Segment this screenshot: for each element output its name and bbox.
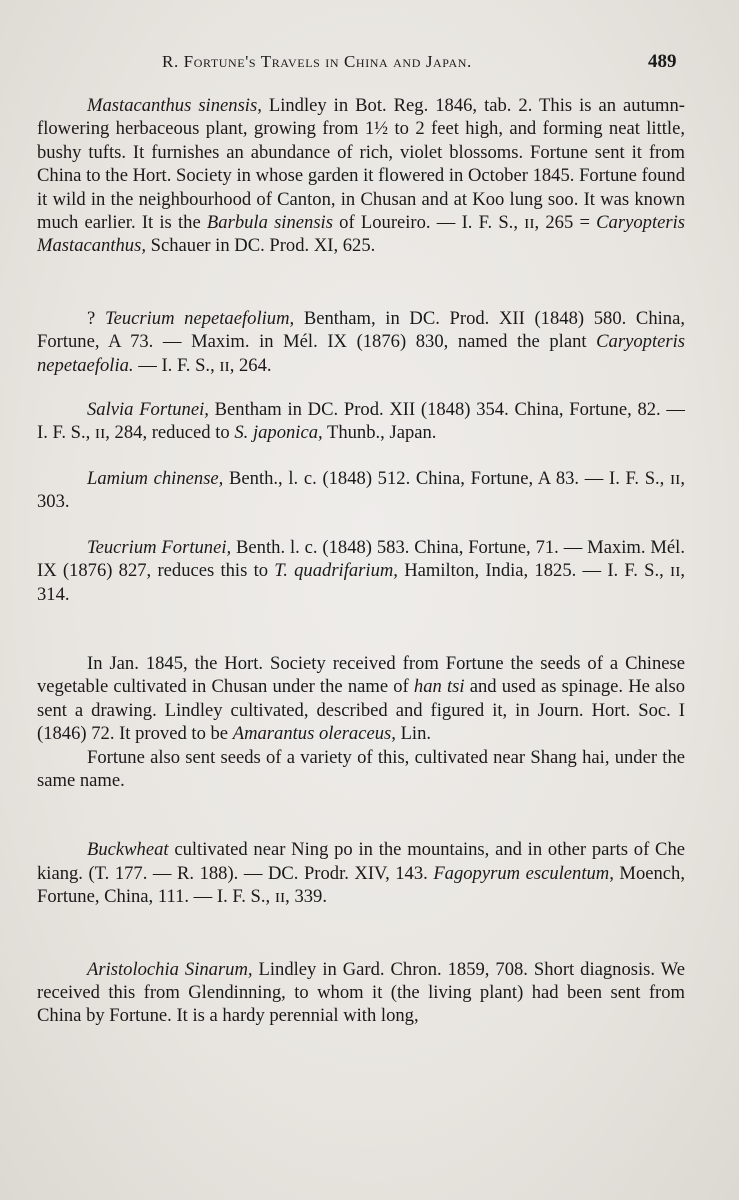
italic-text-run: han tsi	[413, 676, 465, 698]
italic-text-run: Amarantus oleraceus,	[232, 723, 396, 745]
text-run: Moench, Fortune, China, 111. — I. F. S., ɪɪ, 339.	[37, 862, 685, 908]
italic-text-run: Caryopteris Mastacanthus,	[37, 212, 685, 257]
entry-aristolochia-sinarum	[37, 958, 685, 1028]
text-run: Benth., l. c. (1848) 512. China, Fortune, A 83. — I. F. S., ɪɪ, 303.	[37, 467, 685, 513]
italic-text-run: Barbula sinensis	[206, 212, 333, 234]
entry-lamium-chinense	[37, 467, 685, 514]
text-run: In Jan. 1845, the Hort. Society received from Fortune the seeds of a Chinese vegetable cultivated in Chusan under the name of	[37, 652, 685, 698]
italic-text-run: Salvia Fortunei,	[87, 399, 209, 421]
entry-amarantus-oleraceus	[37, 652, 685, 746]
text-run: Thunb., Japan.	[322, 422, 437, 444]
italic-text-run: S. japonica,	[234, 422, 323, 444]
italic-text-run: Fagopyrum esculentum,	[433, 862, 614, 884]
text-run: Benth. l. c. (1848) 583. China, Fortune, 71. — Maxim. Mél. IX (1876) 827, reduces this to	[37, 536, 685, 582]
page-header	[0, 52, 739, 80]
entry-teucrium-fortunei	[37, 536, 685, 606]
text-run: — I. F. S., ɪɪ, 264.	[133, 354, 272, 376]
italic-text-run: Teucrium nepetaefolium,	[104, 307, 295, 329]
text-run: cultivated near Ning po in the mountains, and in other parts of Che kiang. (T. 177. — R. 188). — DC. Prodr. XIV, 143.	[37, 839, 685, 884]
italic-text-run: T. quadrifarium,	[274, 560, 398, 582]
entry-buckwheat	[37, 838, 685, 908]
text-run: Lindley in Bot. Reg. 1846, tab. 2. This is an autumn-flowering herbaceous plant, growing from 1½ to 2 feet high, and forming neat little, bushy tufts. It furnishes an abundance of rich, violet blossoms. Fortune sent it from China to the Hort. Society in whose garden it flowered in October 1845. Fortune found it wild in the neighbourhood of Canton, in Chusan and at Koo lung soo. It was known much earlier. It is the	[37, 95, 685, 234]
entry-mastacanthus-sinensis	[37, 94, 685, 258]
page-body	[37, 94, 685, 1028]
entry-teucrium-nepetaefolium	[37, 307, 685, 377]
italic-text-run: Mastacanthus sinensis,	[87, 95, 262, 116]
text-run: and used as spinage. He also sent a drawing. Lindley cultivated, described and figured it, in Journ. Hort. Soc. I (1846) 72. It proved to be	[37, 676, 685, 745]
text-run: of Loureiro. — I. F. S., ɪɪ, 265 =	[332, 212, 597, 234]
text-run: Fortune also sent seeds of a variety of this, cultivated near Shang hai, under the same name.	[37, 746, 685, 791]
text-run: Bentham, in DC. Prod. XII (1848) 580. China, Fortune, A 73. — Maxim. in Mél. IX (1876) 830, named the plant	[37, 307, 685, 353]
text-run: Schauer in DC. Prod. XI, 625.	[145, 235, 376, 257]
italic-text-run: Buckwheat	[87, 839, 169, 861]
text-run: ?	[87, 307, 105, 329]
text-run: Bentham in DC. Prod. XII (1848) 354. China, Fortune, 82. — I. F. S., ɪɪ, 284, reduced to	[37, 399, 685, 444]
entry-salvia-fortunei	[37, 398, 685, 445]
italic-text-run: Aristolochia Sinarum,	[87, 958, 253, 980]
text-run: Hamilton, India, 1825. — I. F. S., ɪɪ, 314.	[37, 560, 686, 605]
italic-text-run: Lamium chinense,	[87, 467, 224, 489]
italic-text-run: Caryopteris nepetaefolia.	[37, 331, 685, 376]
italic-text-run: Teucrium Fortunei,	[87, 536, 232, 558]
entry-amarantus-variety	[37, 746, 685, 793]
text-run: Lin.	[395, 723, 432, 745]
text-run: Lindley in Gard. Chron. 1859, 708. Short diagnosis. We received this from Glendinning, to whom it (the living plant) had been sent from China by Fortune. It is a hardy perennial with long,	[37, 958, 685, 1027]
page-number: 489	[648, 51, 677, 72]
running-head: R. Fortune's Travels in China and Japan.	[162, 52, 472, 71]
